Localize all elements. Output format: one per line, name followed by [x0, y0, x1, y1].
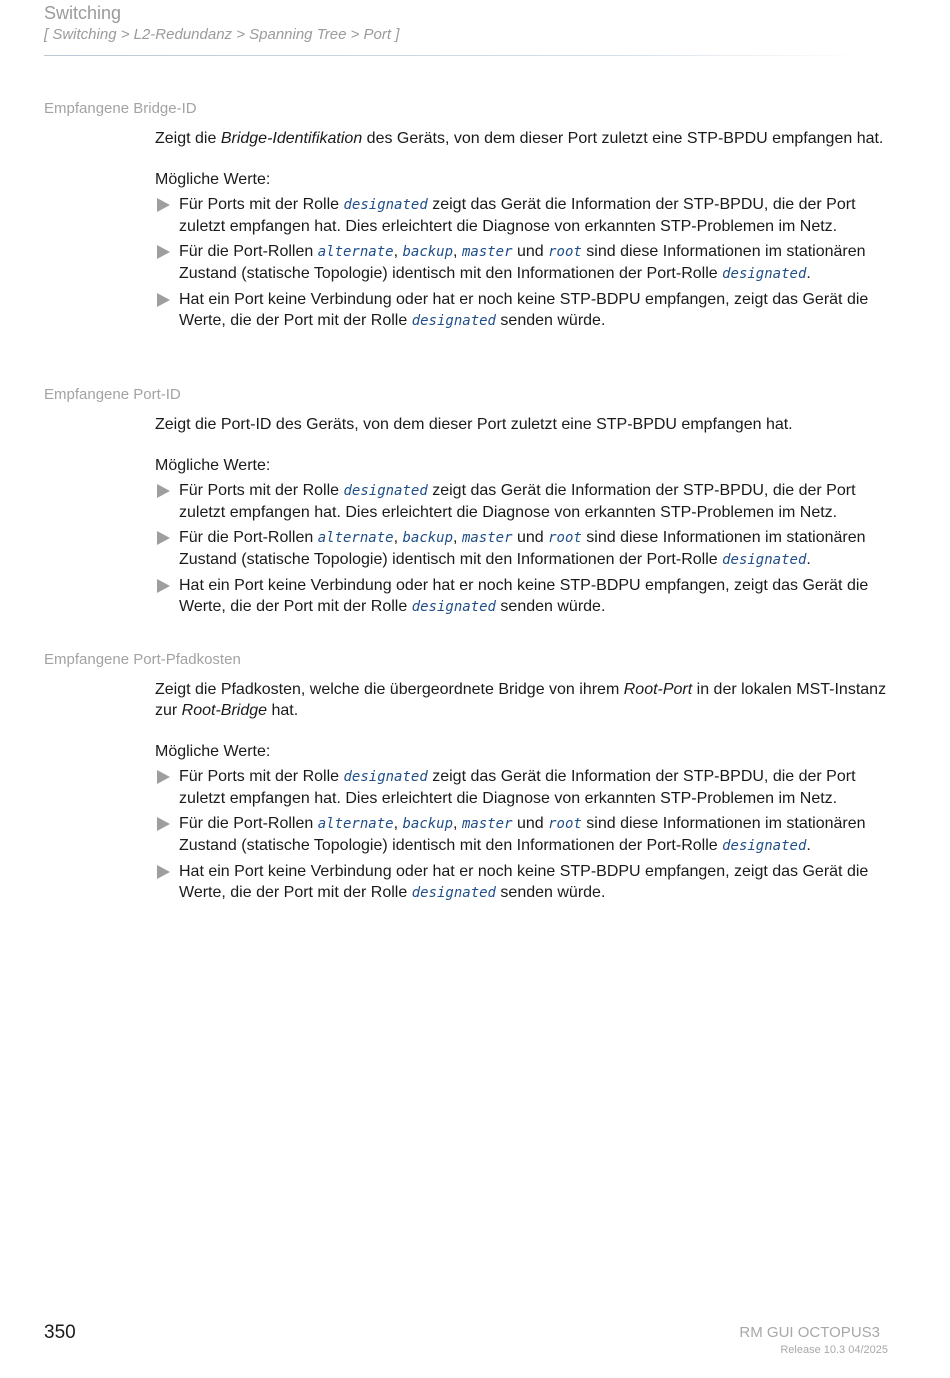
- item-text: .: [806, 265, 811, 282]
- list-item: [155, 813, 890, 857]
- desc-text: in der lokalen MST-Instanz zur: [155, 681, 887, 719]
- item-text: Für die Port-Rollen: [179, 243, 318, 260]
- item-text: ,: [453, 815, 462, 832]
- release-info: Release 10.3 04/2025: [780, 1344, 888, 1356]
- item-text: und: [512, 815, 549, 832]
- list-item: [155, 766, 890, 809]
- item-text: Hat ein Port keine Verbindung oder hat er noch keine STP-BDPU empfangen, zeigt das Gerät die Werte, die der Port mit der Rolle: [179, 863, 869, 901]
- possible-values-label: Mögliche Werte:: [155, 743, 271, 760]
- section-title: Empfangene Port-Pfadkosten: [44, 651, 241, 668]
- role-keyword: master: [461, 244, 513, 260]
- list-item: [155, 289, 890, 332]
- role-keyword: designated: [411, 599, 496, 615]
- role-keyword: backup: [402, 816, 454, 832]
- role-keyword: designated: [343, 769, 428, 785]
- role-keyword: root: [548, 816, 582, 832]
- item-text: ,: [393, 243, 403, 260]
- breadcrumb: [ Switching > L2-Redundanz > Spanning Tree > Port ]: [44, 26, 400, 43]
- role-keyword: master: [461, 816, 513, 832]
- section-description: [155, 128, 890, 149]
- section-description: [155, 679, 890, 721]
- triangle-bullet-icon: [157, 198, 170, 212]
- desc-text: hat.: [267, 702, 299, 719]
- item-text: zeigt das Gerät die Information der STP-BPDU, die der Port zuletzt empfangen hat. Dies erleichtert die Diagnose von erkannten STP-Problemen im Netz.: [179, 482, 856, 521]
- possible-values-list: [155, 480, 890, 618]
- section-body: [155, 414, 890, 622]
- item-text: und: [512, 243, 549, 260]
- list-item: [155, 194, 890, 237]
- triangle-bullet-icon: [157, 817, 170, 831]
- item-text: Für Ports mit der Rolle: [179, 196, 344, 213]
- possible-values-list: [155, 194, 890, 332]
- triangle-bullet-icon: [157, 770, 170, 784]
- desc-emphasis: Bridge-Identifikation: [220, 130, 363, 147]
- role-keyword: designated: [343, 483, 428, 499]
- triangle-bullet-icon: [157, 531, 170, 545]
- role-keyword: designated: [722, 552, 807, 568]
- item-text: Hat ein Port keine Verbindung oder hat er noch keine STP-BDPU empfangen, zeigt das Gerät die Werte, die der Port mit der Rolle: [179, 291, 869, 329]
- item-text: ,: [393, 529, 403, 546]
- desc-emphasis: Root-Bridge: [181, 702, 268, 719]
- item-text: Hat ein Port keine Verbindung oder hat er noch keine STP-BDPU empfangen, zeigt das Gerät die Werte, die der Port mit der Rolle: [179, 577, 869, 615]
- list-item: [155, 480, 890, 523]
- triangle-bullet-icon: [157, 245, 170, 259]
- triangle-bullet-icon: [157, 579, 170, 593]
- role-keyword: root: [548, 530, 582, 546]
- item-text: und: [512, 529, 549, 546]
- desc-emphasis: Root-Port: [623, 681, 693, 698]
- triangle-bullet-icon: [157, 293, 170, 307]
- desc-text: Zeigt die Pfadkosten, welche die übergeordnete Bridge von ihrem: [155, 681, 624, 698]
- item-text: .: [806, 837, 811, 854]
- item-text: ,: [453, 529, 462, 546]
- item-text: senden würde.: [495, 598, 606, 615]
- possible-values-label: Mögliche Werte:: [155, 457, 271, 474]
- item-text: Für die Port-Rollen: [179, 529, 318, 546]
- item-text: .: [806, 551, 811, 568]
- header-divider: [44, 55, 864, 56]
- section-description: Zeigt die Port-ID des Geräts, von dem dieser Port zuletzt eine STP-BPDU empfangen hat.: [155, 416, 793, 433]
- list-item: [155, 575, 890, 618]
- page-header-title: Switching: [44, 3, 122, 23]
- list-item: [155, 861, 890, 904]
- document-name: RM GUI OCTOPUS3: [739, 1324, 880, 1341]
- role-keyword: master: [461, 530, 513, 546]
- page-number: 350: [44, 1322, 76, 1343]
- section-body: [155, 128, 890, 336]
- role-keyword: designated: [722, 838, 807, 854]
- role-keyword: designated: [343, 197, 428, 213]
- item-text: Für die Port-Rollen: [179, 815, 318, 832]
- item-text: sind diese Informationen im stationären Zustand (statische Topologie) identisch mit den Informationen der Port-Rolle: [179, 815, 866, 854]
- section-body: [155, 679, 890, 908]
- role-keyword: designated: [411, 313, 496, 329]
- possible-values-list: [155, 766, 890, 904]
- role-keyword: backup: [402, 244, 454, 260]
- list-item: [155, 527, 890, 571]
- role-keyword: alternate: [317, 816, 394, 832]
- possible-values-label: Mögliche Werte:: [155, 171, 271, 188]
- item-text: ,: [453, 243, 462, 260]
- role-keyword: designated: [722, 266, 807, 282]
- item-text: sind diese Informationen im stationären Zustand (statische Topologie) identisch mit den Informationen der Port-Rolle: [179, 529, 866, 568]
- section-title: Empfangene Bridge-ID: [44, 100, 197, 117]
- item-text: ,: [393, 815, 403, 832]
- role-keyword: backup: [402, 530, 454, 546]
- item-text: senden würde.: [495, 312, 606, 329]
- desc-text: des Geräts, von dem dieser Port zuletzt eine STP-BPDU empfangen hat.: [362, 130, 884, 147]
- desc-text: Zeigt die: [155, 130, 221, 147]
- triangle-bullet-icon: [157, 484, 170, 498]
- role-keyword: root: [548, 244, 582, 260]
- role-keyword: alternate: [317, 244, 394, 260]
- role-keyword: designated: [411, 885, 496, 901]
- role-keyword: alternate: [317, 530, 394, 546]
- item-text: Für Ports mit der Rolle: [179, 768, 344, 785]
- item-text: sind diese Informationen im stationären Zustand (statische Topologie) identisch mit den Informationen der Port-Rolle: [179, 243, 866, 282]
- item-text: zeigt das Gerät die Information der STP-BPDU, die der Port zuletzt empfangen hat. Dies erleichtert die Diagnose von erkannten STP-Problemen im Netz.: [179, 768, 856, 807]
- item-text: zeigt das Gerät die Information der STP-BPDU, die der Port zuletzt empfangen hat. Dies erleichtert die Diagnose von erkannten STP-Problemen im Netz.: [179, 196, 856, 235]
- triangle-bullet-icon: [157, 865, 170, 879]
- item-text: senden würde.: [495, 884, 606, 901]
- item-text: Für Ports mit der Rolle: [179, 482, 344, 499]
- list-item: [155, 241, 890, 285]
- section-title: Empfangene Port-ID: [44, 386, 181, 403]
